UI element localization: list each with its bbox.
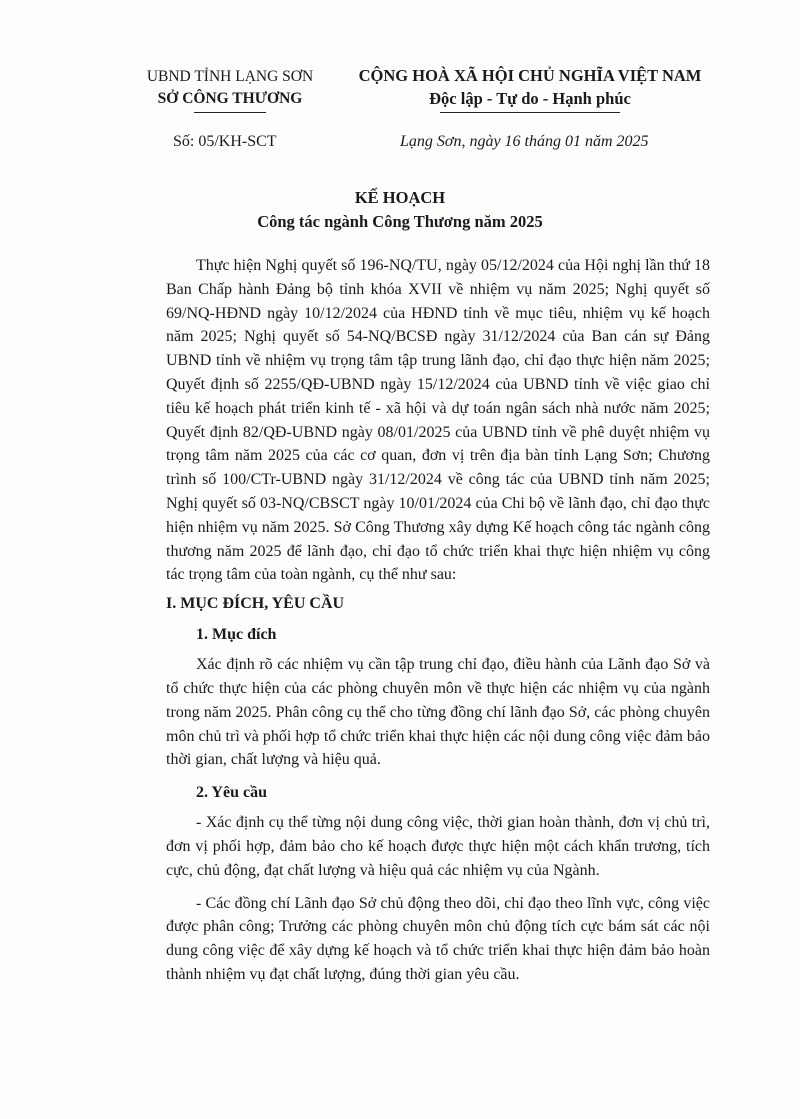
issuing-agency-block: [130, 66, 330, 113]
subsection-1-heading: 1. Mục đích: [196, 626, 277, 644]
national-motto: Độc lập - Tự do - Hạnh phúc: [429, 89, 631, 108]
section-1-heading: I. MỤC ĐÍCH, YÊU CẦU: [166, 595, 345, 613]
requirement-item-1: - Xác định cụ thể từng nội dung công việc, thời gian hoàn thành, đơn vị chủ trì, đơn vị phối hợp, đảm bảo cho kế hoạch được thực hiện một cách khẩn trương, tích cực, chủ động, đạt chất lượng và hiệu quả các nhiệm vụ của Ngành.: [166, 814, 710, 879]
national-title: CỘNG HOÀ XÃ HỘI CHỦ NGHĨA VIỆT NAM: [358, 66, 702, 85]
requirement-item-2: - Các đồng chí Lãnh đạo Sở chủ động theo dõi, chỉ đạo theo lĩnh vực, công việc được phân công; Trưởng các phòng chuyên môn chủ động tích cực bám sát các nội dung công việc để xây dựng kế hoạch và tổ chức triển khai thực hiện đảm bảo hoàn thành nhiệm vụ đạt chất lượng, đúng thời gian yêu cầu.: [166, 894, 710, 983]
national-motto-block: [345, 64, 715, 113]
motto-underline: [440, 112, 620, 113]
document-number: Số: 05/KH-SCT: [173, 133, 277, 150]
subsection-2-heading: 2. Yêu cầu: [196, 784, 267, 802]
place-and-date: Lạng Sơn, ngày 16 tháng 01 năm 2025: [400, 133, 649, 150]
agency-parent: UBND TỈNH LẠNG SƠN: [146, 68, 314, 85]
agency-underline: [194, 112, 266, 113]
document-subtitle: Công tác ngành Công Thương năm 2025: [257, 212, 543, 231]
subsection-1-paragraph: Xác định rõ các nhiệm vụ cần tập trung chỉ đạo, điều hành của Lãnh đạo Sở và tổ chức thực hiện của các phòng chuyên môn về thực hiện các nhiệm vụ của ngành trong năm 2025. Phân công cụ thể cho từng đồng chí lãnh đạo Sở, các phòng chuyên môn chủ trì và phối hợp tổ chức triển khai thực hiện các nội dung công việc đảm bảo thời gian, chất lượng và hiệu quả.: [166, 656, 710, 769]
agency-name: SỞ CÔNG THƯƠNG: [157, 90, 303, 107]
document-title: KẾ HOẠCH: [354, 188, 446, 207]
document-body: [166, 254, 710, 987]
intro-paragraph: Thực hiện Nghị quyết số 196-NQ/TU, ngày 05/12/2024 của Hội nghị lần thứ 18 Ban Chấp hành Đảng bộ tỉnh khóa XVII về nhiệm vụ năm 2025; Nghị quyết số 69/NQ-HĐND ngày 10/12/2024 của HĐND tỉnh về mục tiêu, nhiệm vụ kế hoạch năm 2025; Nghị quyết số 54-NQ/BCSĐ ngày 31/12/2024 của Ban cán sự Đảng UBND tỉnh về nhiệm vụ trọng tâm tập trung lãnh đạo, chỉ đạo thực hiện năm 2025; Quyết định số 2255/QĐ-UBND ngày 15/12/2024 của UBND tỉnh về việc giao chỉ tiêu kế hoạch phát triển kinh tế - xã hội và dự toán ngân sách nhà nước năm 2025; Quyết định 82/QĐ-UBND ngày 08/01/2025 của UBND tỉnh về phê duyệt nhiệm vụ trọng tâm năm 2025 của các cơ quan, đơn vị trên địa bàn tỉnh Lạng Sơn; Chương trình số 100/CTr-UBND ngày 31/12/2024 về công tác của UBND tỉnh năm 2025; Nghị quyết số 03-NQ/CBSCT ngày 10/01/2024 của Chi bộ về lãnh đạo, chỉ đạo thực hiện nhiệm vụ năm 2025. Sở Công Thương xây dựng Kế hoạch công tác ngành công thương năm 2025 để lãnh đạo, chỉ đạo tổ chức triển khai thực hiện nhiệm vụ công tác trọng tâm của toàn ngành, cụ thể như sau:: [166, 257, 710, 584]
document-title-block: [0, 186, 800, 234]
